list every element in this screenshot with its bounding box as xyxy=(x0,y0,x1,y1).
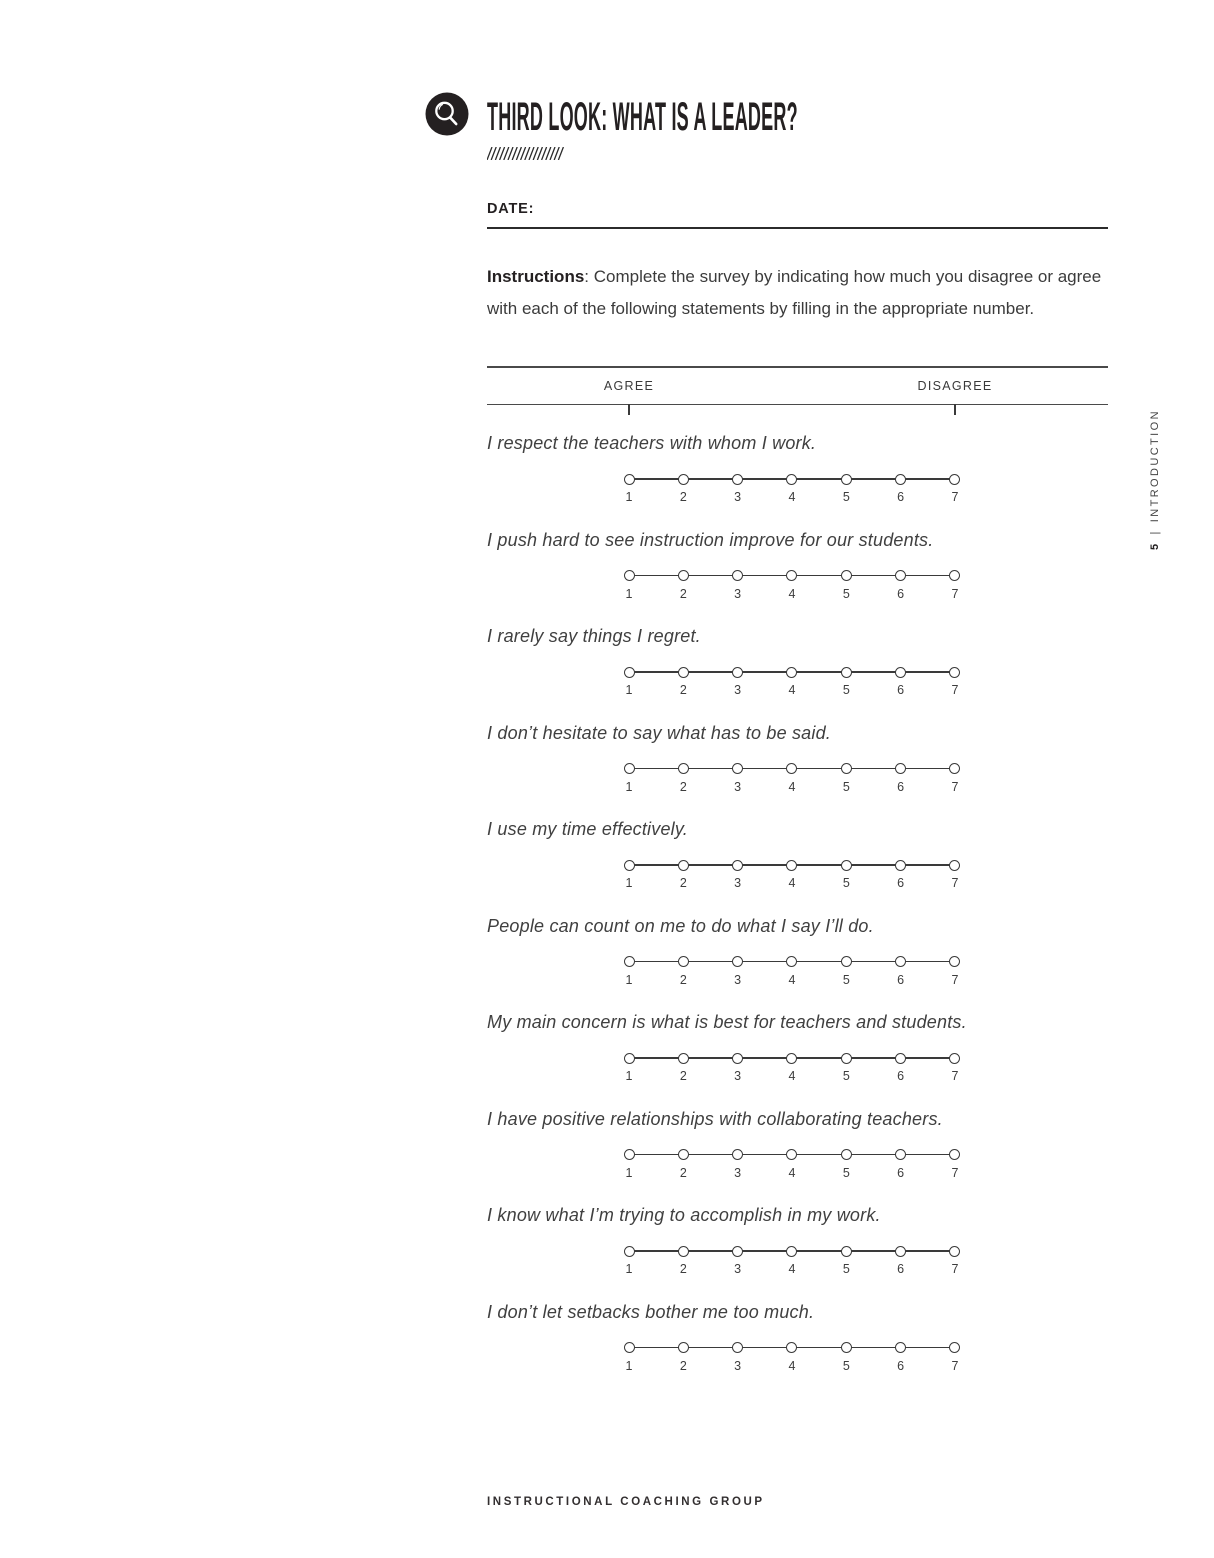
statement-text: I don’t let setbacks bother me too much. xyxy=(487,1301,815,1322)
scale-point-label: 2 xyxy=(679,779,687,794)
scale-point-6[interactable] xyxy=(895,860,906,871)
scale-point-5[interactable] xyxy=(841,1149,852,1160)
survey-item xyxy=(487,432,1127,524)
scale-point-7[interactable] xyxy=(949,860,960,871)
scale-point-4[interactable] xyxy=(786,1149,797,1160)
scale-point-label: 5 xyxy=(842,1165,850,1180)
date-label: DATE: xyxy=(487,201,535,217)
disagree-tick xyxy=(954,404,956,416)
scale-point-1[interactable] xyxy=(624,1246,635,1257)
scale-point-label: 1 xyxy=(625,683,633,697)
statement-text: I don’t hesitate to say what has to be said. xyxy=(487,722,832,743)
scale-point-label: 2 xyxy=(679,490,687,504)
scale-point-6[interactable] xyxy=(895,1246,906,1257)
rating-scale xyxy=(621,664,963,700)
scale-point-label: 6 xyxy=(897,586,905,601)
scale-point-label: 4 xyxy=(788,490,796,504)
scale-point-label: 3 xyxy=(734,1069,742,1083)
scale-point-label: 2 xyxy=(679,972,687,987)
rating-scale xyxy=(621,954,963,990)
scale-point-2[interactable] xyxy=(678,860,689,871)
scale-point-label: 3 xyxy=(734,876,742,890)
page-folio xyxy=(1149,410,1163,550)
scale-point-3[interactable] xyxy=(732,667,743,678)
scale-point-5[interactable] xyxy=(841,763,852,774)
scale-point-label: 1 xyxy=(625,1262,633,1276)
scale-point-3[interactable] xyxy=(732,763,743,774)
scale-point-3[interactable] xyxy=(732,474,743,485)
survey-item xyxy=(487,1204,1127,1296)
scale-point-5[interactable] xyxy=(841,1053,852,1064)
scale-point-1[interactable] xyxy=(624,570,635,581)
scale-point-label: 4 xyxy=(788,683,796,697)
folio-section: INTRODUCTION xyxy=(1149,409,1161,523)
folio-page-number: 5 xyxy=(1149,541,1161,550)
rating-scale xyxy=(621,857,963,893)
scale-point-label: 6 xyxy=(897,972,905,987)
scale-point-5[interactable] xyxy=(841,474,852,485)
rating-scale xyxy=(621,471,963,507)
scale-point-1[interactable] xyxy=(624,1342,635,1353)
scale-point-2[interactable] xyxy=(678,570,689,581)
scale-point-label: 5 xyxy=(842,1358,850,1373)
scale-point-label: 1 xyxy=(625,490,633,504)
statement-text: I respect the teachers with whom I work. xyxy=(487,433,817,453)
scale-point-5[interactable] xyxy=(841,1246,852,1257)
scale-point-label: 7 xyxy=(951,490,959,504)
date-fill-in-line[interactable] xyxy=(487,227,1108,229)
scale-point-4[interactable] xyxy=(786,956,797,967)
scale-point-label: 7 xyxy=(951,1069,959,1083)
scale-point-7[interactable] xyxy=(949,570,960,581)
scale-point-label: 7 xyxy=(951,683,959,697)
scale-point-label: 7 xyxy=(951,1358,959,1373)
scale-point-label: 1 xyxy=(625,586,633,601)
scale-point-3[interactable] xyxy=(732,1053,743,1064)
survey-item xyxy=(487,529,1127,621)
scale-point-label: 7 xyxy=(951,1165,959,1180)
survey-item xyxy=(487,722,1127,814)
instructions-colon: : xyxy=(584,267,590,286)
scale-point-label: 5 xyxy=(842,779,850,794)
scale-point-label: 6 xyxy=(897,1165,905,1180)
scale-point-5[interactable] xyxy=(841,570,852,581)
scale-point-label: 1 xyxy=(625,1165,633,1180)
scale-point-label: 4 xyxy=(788,1262,796,1276)
scale-point-6[interactable] xyxy=(895,570,906,581)
scale-point-label: 4 xyxy=(788,972,796,987)
scale-point-label: 6 xyxy=(897,779,905,794)
scale-point-6[interactable] xyxy=(895,1149,906,1160)
rating-scale xyxy=(621,1050,963,1086)
scale-point-label: 5 xyxy=(842,490,850,504)
scale-point-2[interactable] xyxy=(678,667,689,678)
scale-point-2[interactable] xyxy=(678,474,689,485)
scale-point-label: 7 xyxy=(951,972,959,987)
scale-header-top-rule xyxy=(487,366,1108,368)
scale-header-bottom-rule xyxy=(487,404,1108,406)
statement-text: I know what I’m trying to accomplish in my work. xyxy=(487,1205,881,1225)
scale-point-label: 3 xyxy=(734,490,742,504)
scale-point-7[interactable] xyxy=(949,763,960,774)
scale-point-1[interactable] xyxy=(624,860,635,871)
scale-point-label: 2 xyxy=(679,586,687,601)
scale-point-label: 4 xyxy=(788,586,796,601)
scale-point-4[interactable] xyxy=(786,763,797,774)
scale-point-label: 5 xyxy=(842,683,850,697)
scale-point-7[interactable] xyxy=(949,956,960,967)
scale-point-5[interactable] xyxy=(841,1342,852,1353)
agree-tick xyxy=(628,404,630,416)
scale-point-1[interactable] xyxy=(624,763,635,774)
scale-point-7[interactable] xyxy=(949,1342,960,1353)
scale-point-7[interactable] xyxy=(949,1053,960,1064)
scale-point-label: 6 xyxy=(897,1262,905,1276)
scale-point-2[interactable] xyxy=(678,1342,689,1353)
scale-point-4[interactable] xyxy=(786,570,797,581)
scale-point-4[interactable] xyxy=(786,474,797,485)
scale-point-label: 6 xyxy=(897,1358,905,1373)
scale-point-label: 3 xyxy=(734,1262,742,1276)
hatch-pattern xyxy=(487,147,567,165)
scale-point-7[interactable] xyxy=(949,474,960,485)
scale-point-1[interactable] xyxy=(624,956,635,967)
statement-text: People can count on me to do what I say I’ll do. xyxy=(487,915,874,936)
scale-point-2[interactable] xyxy=(678,763,689,774)
scale-point-label: 1 xyxy=(625,1069,633,1083)
scale-point-label: 5 xyxy=(842,972,850,987)
scale-point-label: 1 xyxy=(625,972,633,987)
statement-text: I rarely say things I regret. xyxy=(487,626,701,646)
scale-point-label: 6 xyxy=(897,490,905,504)
scale-point-3[interactable] xyxy=(732,956,743,967)
scale-point-label: 3 xyxy=(734,972,742,987)
scale-point-label: 4 xyxy=(788,1165,796,1180)
scale-point-5[interactable] xyxy=(841,667,852,678)
scale-point-label: 4 xyxy=(788,1358,796,1373)
survey-item xyxy=(487,1108,1127,1200)
scale-point-2[interactable] xyxy=(678,1246,689,1257)
scale-point-3[interactable] xyxy=(732,1149,743,1160)
scale-point-label: 2 xyxy=(679,1358,687,1373)
scale-point-1[interactable] xyxy=(624,474,635,485)
disagree-label: DISAGREE xyxy=(917,379,993,393)
survey-item xyxy=(487,1011,1127,1103)
statement-text: I have positive relationships with collaborating teachers. xyxy=(487,1108,943,1129)
scale-point-2[interactable] xyxy=(678,956,689,967)
agree-label: AGREE xyxy=(603,379,655,393)
scale-point-7[interactable] xyxy=(949,1149,960,1160)
page-title: THIRD LOOK: WHAT IS A LEADER? xyxy=(487,95,798,139)
scale-point-label: 6 xyxy=(897,683,905,697)
scale-point-2[interactable] xyxy=(678,1149,689,1160)
scale-point-label: 5 xyxy=(842,876,850,890)
statement-text: I push hard to see instruction improve for our students. xyxy=(487,529,934,550)
magnifier-icon xyxy=(425,92,469,136)
scale-point-label: 2 xyxy=(679,1262,687,1276)
survey-item xyxy=(487,818,1127,910)
scale-point-6[interactable] xyxy=(895,1053,906,1064)
rating-scale xyxy=(621,1340,963,1376)
scale-point-label: 4 xyxy=(788,1069,796,1083)
scale-point-4[interactable] xyxy=(786,1246,797,1257)
rating-scale xyxy=(621,1147,963,1183)
scale-point-2[interactable] xyxy=(678,1053,689,1064)
scale-point-5[interactable] xyxy=(841,956,852,967)
scale-point-label: 5 xyxy=(842,1262,850,1276)
scale-point-6[interactable] xyxy=(895,474,906,485)
scale-point-6[interactable] xyxy=(895,763,906,774)
scale-point-label: 6 xyxy=(897,1069,905,1083)
scale-point-label: 7 xyxy=(951,586,959,601)
scale-point-label: 1 xyxy=(625,876,633,890)
scale-point-6[interactable] xyxy=(895,1342,906,1353)
scale-point-6[interactable] xyxy=(895,667,906,678)
footer-brand: INSTRUCTIONAL COACHING GROUP xyxy=(487,1496,765,1508)
scale-point-label: 2 xyxy=(679,683,687,697)
scale-point-label: 2 xyxy=(679,876,687,890)
scale-point-3[interactable] xyxy=(732,1246,743,1257)
scale-point-label: 5 xyxy=(842,1069,850,1083)
folio-separator: | xyxy=(1149,529,1161,535)
scale-point-4[interactable] xyxy=(786,667,797,678)
statement-text: I use my time effectively. xyxy=(487,819,688,839)
survey-item xyxy=(487,915,1127,1007)
scale-point-label: 1 xyxy=(625,779,633,794)
scale-point-4[interactable] xyxy=(786,1342,797,1353)
scale-point-6[interactable] xyxy=(895,956,906,967)
survey-item xyxy=(487,625,1127,717)
scale-point-5[interactable] xyxy=(841,860,852,871)
scale-point-3[interactable] xyxy=(732,570,743,581)
scale-point-4[interactable] xyxy=(786,1053,797,1064)
scale-point-label: 7 xyxy=(951,779,959,794)
scale-point-label: 1 xyxy=(625,1358,633,1373)
rating-scale xyxy=(621,568,963,604)
scale-point-label: 3 xyxy=(734,1358,742,1373)
instructions-text xyxy=(487,261,1127,325)
scale-point-label: 7 xyxy=(951,1262,959,1276)
scale-point-1[interactable] xyxy=(624,1149,635,1160)
scale-point-3[interactable] xyxy=(732,860,743,871)
scale-point-1[interactable] xyxy=(624,1053,635,1064)
scale-point-label: 2 xyxy=(679,1069,687,1083)
instructions-label: Instructions xyxy=(487,267,585,286)
scale-point-label: 3 xyxy=(734,779,742,794)
rating-scale xyxy=(621,1243,963,1279)
statement-text: My main concern is what is best for teachers and students. xyxy=(487,1012,967,1032)
scale-point-label: 2 xyxy=(679,1165,687,1180)
scale-point-label: 5 xyxy=(842,586,850,601)
scale-point-label: 3 xyxy=(734,1165,742,1180)
scale-point-label: 4 xyxy=(788,876,796,890)
scale-point-label: 3 xyxy=(734,683,742,697)
scale-point-label: 3 xyxy=(734,586,742,601)
instructions-body: Complete the survey by indicating how much you disagree or agree with each of the following statements by filling in the appropriate number. xyxy=(487,267,1102,318)
scale-point-label: 7 xyxy=(951,876,959,890)
rating-scale xyxy=(621,761,963,797)
scale-point-7[interactable] xyxy=(949,1246,960,1257)
survey-item xyxy=(487,1301,1127,1393)
scale-point-4[interactable] xyxy=(786,860,797,871)
scale-point-label: 4 xyxy=(788,779,796,794)
scale-point-7[interactable] xyxy=(949,667,960,678)
scale-point-label: 6 xyxy=(897,876,905,890)
scale-point-3[interactable] xyxy=(732,1342,743,1353)
scale-point-1[interactable] xyxy=(624,667,635,678)
